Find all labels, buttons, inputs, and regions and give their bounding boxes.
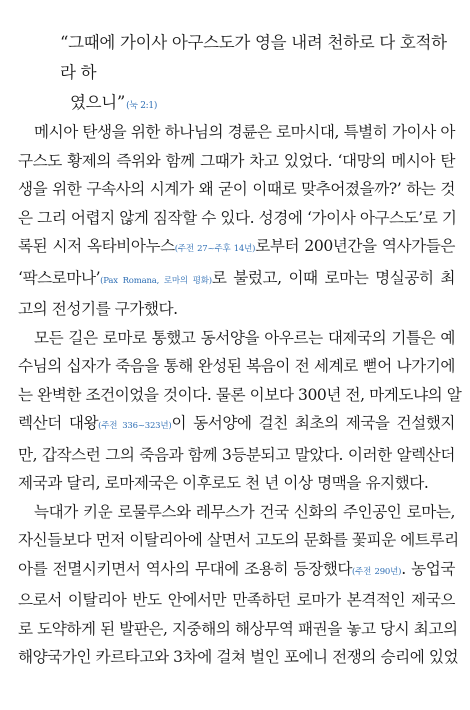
- p3-line-1: 늑대가 키운 로물루스와 레무스가 건국 신화의 주인공인 로마는,: [34, 502, 455, 521]
- quote-line-2-text: 였으니”: [70, 93, 126, 112]
- p1-line-6a: ‘팍스로마나’: [18, 268, 101, 287]
- p2-line-5: 만, 갑작스런 그의 죽음과 함께 3등분되고 말았다. 이러한 알렉산더: [18, 445, 455, 464]
- p1-line-5a: 록된 시저 옥타비아누스: [18, 237, 175, 255]
- p3-line-4: 으로서 이탈리아 반도 안에서만 만족하던 로마가 본격적인 제국으: [18, 591, 455, 609]
- paragraph-1: [18, 118, 455, 324]
- p3-line-3b: . 농업국: [401, 559, 455, 578]
- p1-note-pax-romana: (Pax Romana, 로마의 평화): [100, 275, 212, 286]
- p2-line-3: 는 완벽한 조건이었을 것이다. 물론 이보다 300년 전, 마게도냐의 알: [18, 385, 462, 404]
- p2-note-alexander: (주전 336~323년): [98, 421, 172, 431]
- paragraph-3: [18, 498, 459, 672]
- p1-note-octavian: (주전 27~주후 14년): [174, 244, 256, 254]
- quote-line-2: [60, 88, 460, 121]
- body-text: [18, 118, 462, 672]
- p2-line-2: 수님의 십자가 죽음을 통해 완성된 복음이 전 세계로 뻗어 나가기에: [18, 357, 455, 375]
- quote-citation: (눅 2:1): [126, 101, 158, 111]
- p3-line-5: 로 도약하게 된 발판은, 지중해의 해상무역 패권을 놓고 당시 최고의: [18, 619, 458, 638]
- p1-line-6b: 로 불렀고, 이때 로마는 명실공히 최: [211, 268, 455, 287]
- scripture-quote: [60, 28, 460, 121]
- p3-line-3a: 아를 전멸시키면서 역사의 무대에 조용히 등장했다: [18, 559, 352, 578]
- p2-line-4b: 이 동서양에 걸친 최초의 제국을 건설했지: [171, 414, 456, 432]
- p1-line-5: [18, 232, 455, 264]
- p1-line-4: 은 그리 어렵지 않게 짐작할 수 있다. 성경에 ‘가이사 아구스도’로 기: [18, 208, 457, 227]
- p1-line-3: 생을 위한 구속사의 시계가 왜 굳이 이때로 맞추어졌을까?’ 하는 것: [18, 180, 455, 198]
- p2-line-4: [18, 409, 455, 441]
- p1-line-7: 고의 전성기를 구가했다.: [18, 300, 178, 318]
- p3-line-3: [18, 555, 455, 587]
- quote-line-1: “그때에 가이사 아구스도가 영을 내려 천하로 다 호적하라 하: [60, 33, 447, 82]
- p1-line-6: [18, 264, 455, 296]
- p3-line-2: 자신들보다 먼저 이탈리아에 살면서 고도의 문화를 꽃피운 에트루리: [18, 531, 459, 549]
- p1-line-1: 메시아 탄생을 위한 하나님의 경륜은 로마시대, 특별히 가이사 아: [34, 123, 455, 141]
- p2-line-1: 모든 길은 로마로 통했고 동서양을 아우르는 대제국의 기틀은 예: [34, 328, 455, 347]
- p3-note-year: (주전 290년): [351, 566, 402, 577]
- p1-line-2: 구스도 황제의 즉위와 함께 그때가 차고 있었다. ‘대망의 메시아 탄: [18, 151, 455, 170]
- p2-line-4a: 렉산더 대왕: [18, 414, 99, 432]
- p1-line-5b: 로부터 200년간을 역사가들은: [255, 237, 455, 255]
- paragraph-2: [18, 324, 462, 498]
- p3-line-6: 해양국가인 카르타고와 3차에 걸쳐 벌인 포에니 전쟁의 승리에 있었: [18, 648, 459, 666]
- p2-line-6: 제국과 달리, 로마제국은 이후로도 천 년 이상 명맥을 유지했다.: [18, 474, 429, 492]
